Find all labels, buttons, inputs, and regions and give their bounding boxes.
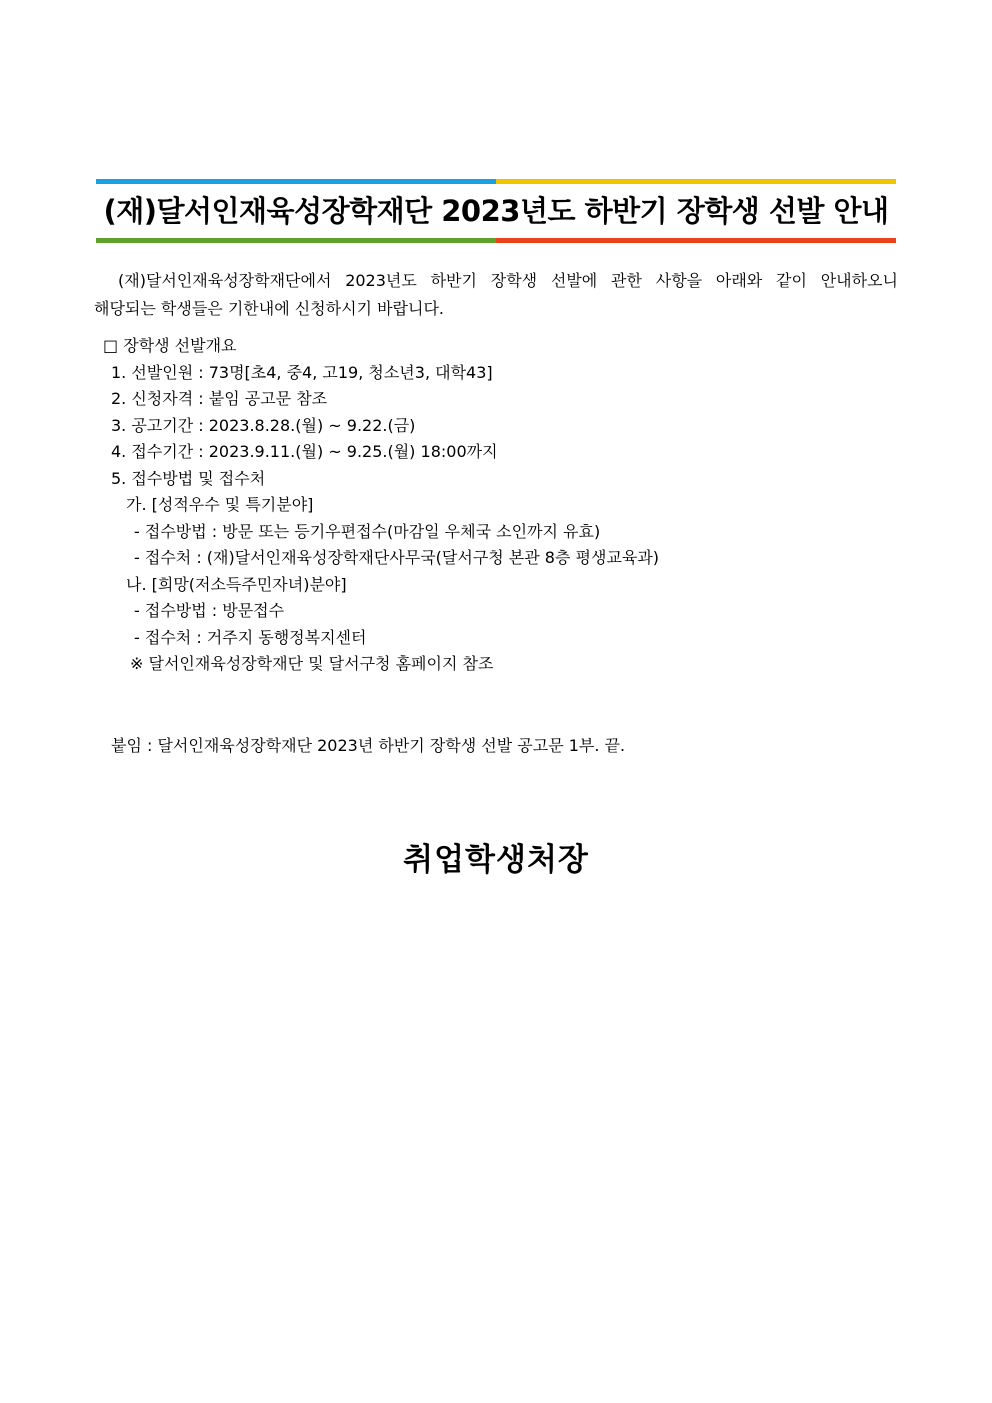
title-block bbox=[96, 179, 896, 245]
reference-note: ※ 달서인재육성장학재단 및 달서구청 홈페이지 참조 bbox=[130, 654, 494, 673]
title-bottom-bar-right bbox=[496, 238, 896, 243]
document-title: (재)달서인재육성장학재단 2023년도 하반기 장학생 선발 안내 bbox=[103, 194, 889, 228]
title-top-bar-left bbox=[96, 179, 496, 184]
overview-item: 2. 신청자격 : 붙임 공고문 참조 bbox=[111, 389, 328, 408]
intro-line-2: 해당되는 학생들은 기한내에 신청하시기 바랍니다. bbox=[94, 299, 445, 318]
title-top-bar bbox=[96, 179, 896, 184]
overview-item: 3. 공고기간 : 2023.8.28.(월) ~ 9.22.(금) bbox=[111, 415, 416, 435]
intro-line-1: (재)달서인재육성장학재단에서 2023년도 하반기 장학생 선발에 관한 사항을 아래와 같이 안내하오니 bbox=[118, 271, 898, 290]
sub-section-b-line: - 접수방법 : 방문접수 bbox=[134, 601, 285, 620]
sub-section-a-line: - 접수방법 : 방문 또는 등기우편접수(마감일 우체국 소인까지 유효) bbox=[134, 521, 601, 541]
signature: 취업학생처장 bbox=[403, 842, 589, 878]
overview-item: 1. 선발인원 : 73명[초4, 중4, 고19, 청소년3, 대학43] bbox=[111, 362, 493, 382]
intro-paragraph bbox=[94, 267, 898, 323]
overview-item: 4. 접수기간 : 2023.9.11.(월) ~ 9.25.(월) 18:00까지 bbox=[111, 442, 498, 461]
sub-section-b-label: 나. [희망(저소득주민자녀)분야] bbox=[126, 574, 347, 594]
sub-section-a-line: - 접수처 : (재)달서인재육성장학재단사무국(달서구청 본관 8층 평생교육과) bbox=[134, 548, 660, 567]
sub-section-b-line: - 접수처 : 거주지 동행정복지센터 bbox=[134, 627, 367, 647]
overview-item: 5. 접수방법 및 접수처 bbox=[111, 468, 266, 488]
sub-section-a-label: 가. [성적우수 및 특기분야] bbox=[126, 495, 314, 514]
section-heading: □ 장학생 선발개요 bbox=[103, 336, 237, 355]
title-bottom-bar-left bbox=[96, 238, 496, 243]
attachment-line: 붙임 : 달서인재육성장학재단 2023년 하반기 장학생 선발 공고문 1부. 끝. bbox=[111, 736, 626, 755]
title-bottom-bar bbox=[96, 238, 896, 243]
title-top-bar-right bbox=[496, 179, 896, 184]
selection-overview bbox=[103, 333, 903, 678]
